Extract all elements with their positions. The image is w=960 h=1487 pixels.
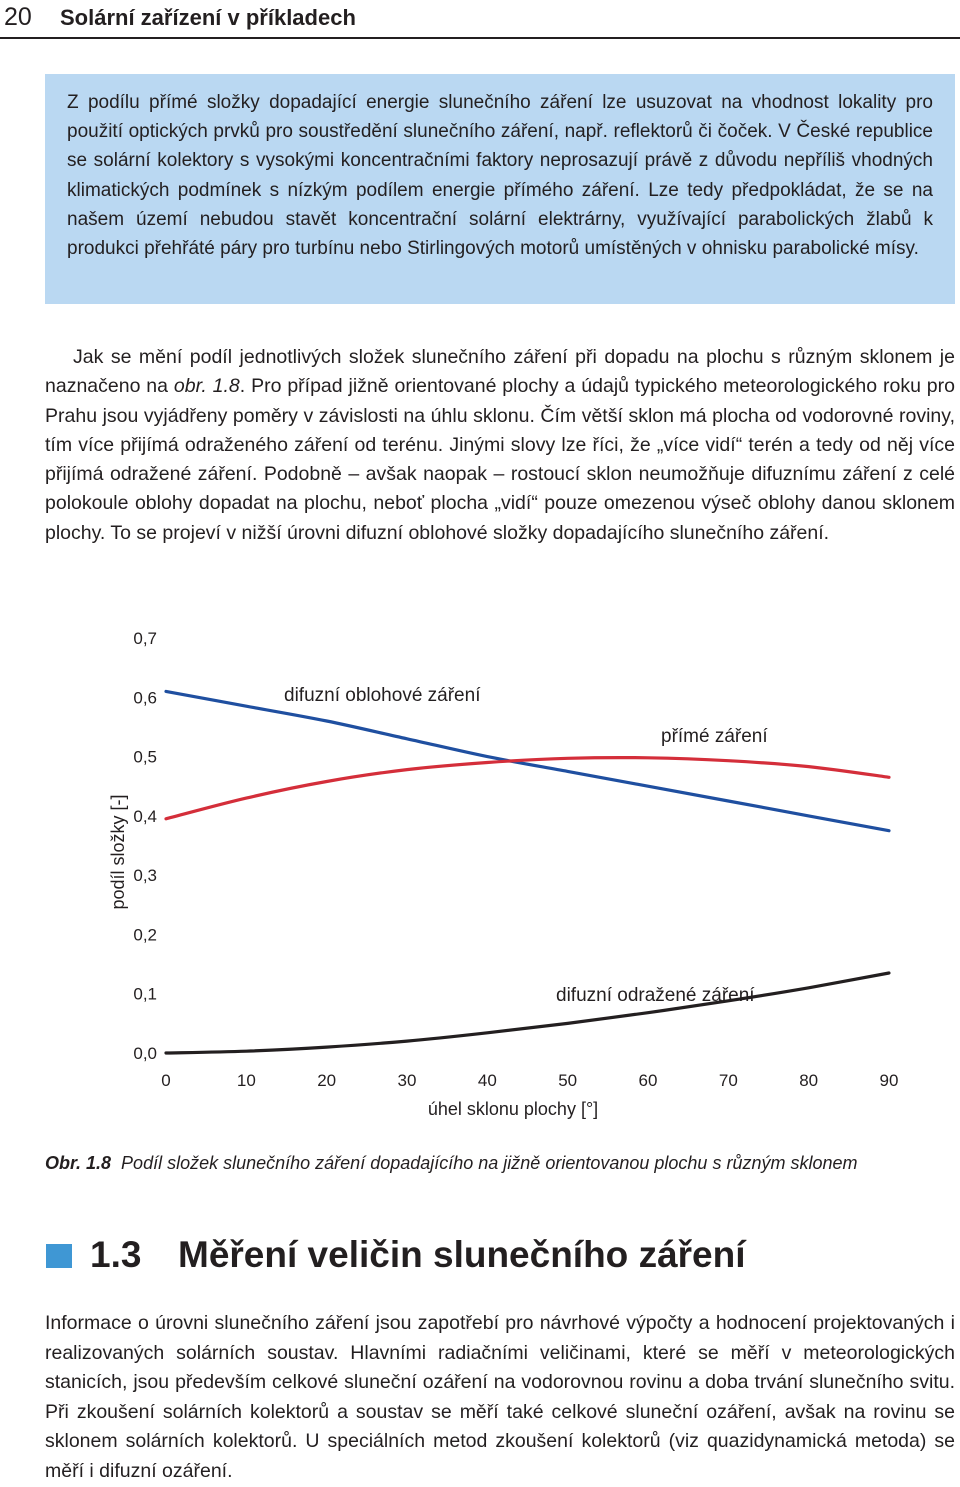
x-tick-label: 10: [236, 1071, 256, 1090]
y-tick-label: 0,2: [133, 925, 157, 945]
y-tick-label: 0,0: [133, 1044, 157, 1063]
section-number: 1.3: [90, 1234, 142, 1275]
caption-label: Obr. 1.8: [45, 1153, 112, 1173]
y-tick-label: 0,7: [133, 629, 157, 648]
y-tick-label: 0,1: [133, 984, 157, 1004]
y-tick-label: 0,6: [133, 688, 157, 708]
x-tick-label: 60: [638, 1071, 658, 1090]
y-tick-label: 0,5: [133, 747, 157, 767]
x-tick-label: 0: [161, 1071, 171, 1090]
x-tick-label: 40: [477, 1071, 497, 1090]
paragraph-text: . Pro případ jižně orientované plochy a údajů typického meteorologického roku pro Prahu jsou vyjádřeny poměry v závislosti na úhlu sklonu. Čím větší sklon má plocha od vodorovné roviny, tím více přijímá odraženého záření od terénu. Jinými slovy lze říci, že „více vidí“ terén a tedy od něj více přijímá odražené záření. Podobně – avšak naopak – rostoucí sklon neumožňuje difuznímu záření z celé polokoule oblohy dopadat na plochu, neboť plocha „vidí“ pouze omezenou výseč oblohy danou sklonem plochy. To se projeví v nižší úrovni difuzní oblohové složky dopadajícího slunečního záření.: [45, 375, 955, 544]
running-title: Solární zařízení v příkladech: [60, 5, 356, 30]
direct-series-label: přímé záření: [661, 726, 768, 747]
x-tick-label: 80: [799, 1071, 819, 1090]
diffuse-reflected-series-label: difuzní odražené záření: [556, 985, 755, 1006]
x-tick-label: 20: [317, 1071, 337, 1090]
x-tick-label: 30: [397, 1071, 417, 1090]
y-tick-label: 0,3: [133, 866, 157, 886]
body-paragraph-2: Informace o úrovni slunečního záření jsou zapotřebí pro návrhové výpočty a hodnocení projektovaných i realizovaných solárních soustav. Hlavními radiačními veličinami, které se měří v meteorologických stanicích, jsou především celkové sluneční ozáření na vodorovnou rovinu a doba trvání slunečního svitu. Při zkoušení solárních kolektorů a soustav se měří také celkové sluneční ozáření, avšak na rovinu se sklonem solárních kolektorů. U speciálních metod zkoušení kolektorů (viz quazidynamická metoda) se měří i difuzní ozáření.: [45, 1312, 955, 1482]
paragraph-text: Jak se mění podíl jednotlivých složek slunečního záření při dopadu na plochu s různým sklonem je naznačeno na: [45, 346, 955, 398]
caption-text: Podíl složek slunečního záření dopadajícího na jižně orientovanou plochu s různým sklonem: [121, 1153, 858, 1173]
x-tick-label: 70: [718, 1071, 738, 1090]
diffuse-reflected-series-line: [166, 973, 889, 1053]
section-title: Měření veličin slunečního záření: [178, 1234, 746, 1275]
x-axis-label: úhel sklonu plochy [°]: [427, 1099, 599, 1119]
section-marker: [46, 1244, 72, 1268]
header-rule: [0, 37, 960, 39]
note-text: Z podílu přímé složky dopadající energie slunečního záření lze usuzovat na vhodnost lokality pro použití optických prvků pro soustředění slunečního záření, např. reflektorů či čoček. V České republice se solární kolektory s vysokými koncentračními faktory neprosazují právě z důvodu nepříliš vhodných klimatických podmínek s nízkým podílem energie přímého záření. Lze tedy předpokládat, že se na našem území nebudou stavět koncentrační solární elektrárny, využívající parabolických žlabů k produkci přehřáté páry pro turbínu nebo Stirlingových motorů umístěných v ohnisku parabolické mísy.: [67, 92, 933, 260]
highlight-note-box: [45, 74, 955, 304]
page-number: 20: [4, 3, 32, 31]
figure-caption: [45, 1153, 857, 1174]
y-axis-label: podíl složky [-]: [108, 794, 128, 910]
figure-chart: [0, 620, 960, 1130]
line-chart: [0, 620, 960, 1130]
page-header: [0, 0, 960, 38]
body-paragraph-1: [45, 343, 955, 548]
diffuse-sky-series-label: difuzní oblohové záření: [284, 685, 481, 706]
x-tick-label: 90: [879, 1071, 899, 1090]
y-tick-label: 0,4: [133, 806, 157, 826]
x-tick-label: 50: [558, 1071, 578, 1090]
figure-reference: obr. 1.8: [173, 375, 240, 398]
